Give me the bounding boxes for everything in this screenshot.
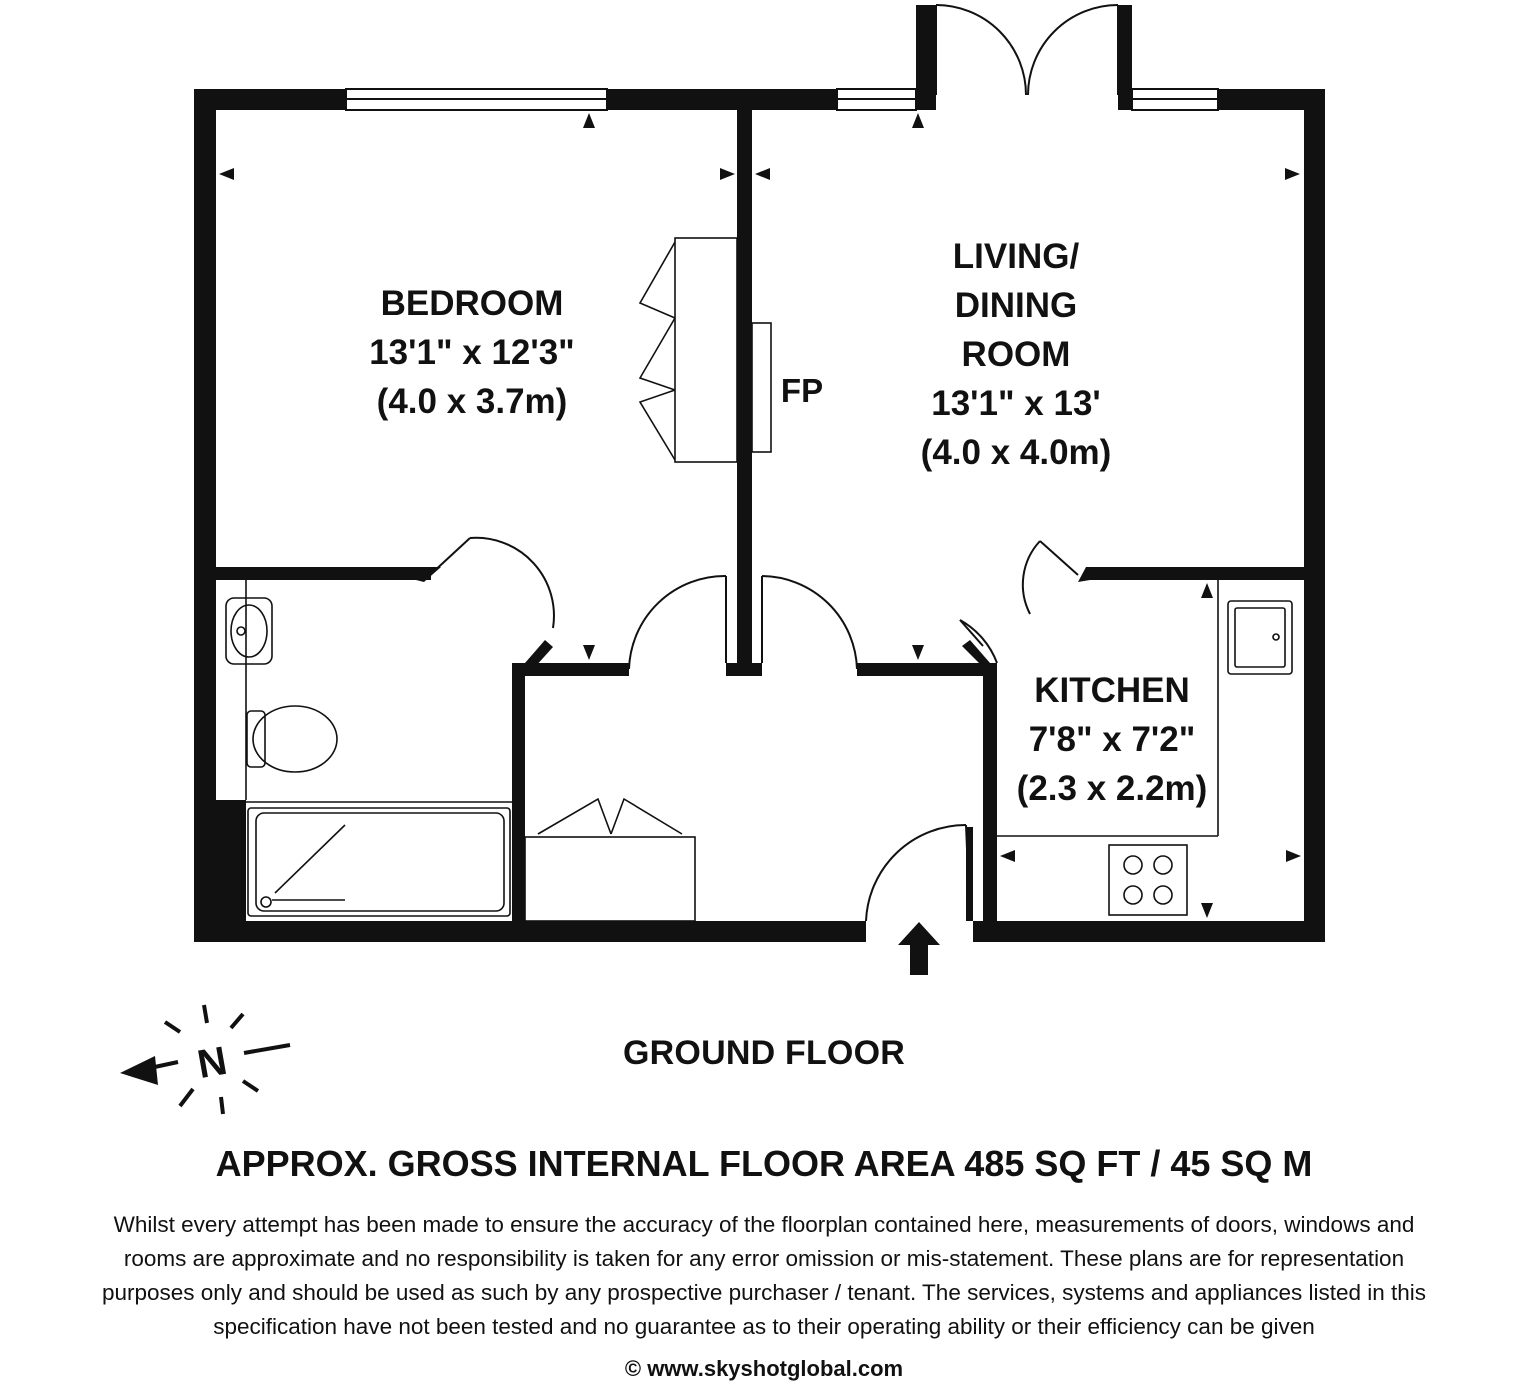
living-imperial: 13'1" x 13' (931, 384, 1101, 423)
disclaimer-line: purposes only and should be used as such by any prospective purchaser / tenant. The services, systems and appliances listed in this (101, 1280, 1427, 1305)
bedroom-name: BEDROOM (380, 284, 564, 323)
bedroom-imperial: 13'1" x 12'3" (369, 333, 575, 372)
bathroom-fixtures (226, 580, 512, 916)
fireplace-label: FP (780, 372, 824, 409)
kitchen-name: KITCHEN (1034, 671, 1190, 710)
room-living-label (921, 237, 1112, 472)
kitchen-metric: (2.3 x 2.2m) (1016, 769, 1208, 808)
living-name-line3: ROOM (961, 335, 1071, 374)
floor-area-text: APPROX. GROSS INTERNAL FLOOR AREA 485 SQ FT / 45 SQ M (215, 1143, 1313, 1184)
kitchen-imperial: 7'8" x 7'2" (1028, 720, 1196, 759)
room-bedroom-label (369, 284, 575, 421)
bedroom-metric: (4.0 x 3.7m) (376, 382, 568, 421)
hall-cupboard (525, 799, 695, 921)
room-kitchen-label (1017, 671, 1208, 808)
disclaimer-line: Whilst every attempt has been made to ensure the accuracy of the floorplan contained here, measurements of doors, windows and (113, 1212, 1415, 1237)
copyright-link[interactable]: © www.skyshotglobal.com (624, 1356, 904, 1381)
living-metric: (4.0 x 4.0m) (920, 433, 1112, 472)
disclaimer (0, 1208, 1528, 1344)
floor-label: GROUND FLOOR (623, 1034, 905, 1072)
disclaimer-line: rooms are approximate and no responsibility is taken for any error omission or mis-statement. These plans are for representation (123, 1246, 1405, 1271)
living-name-line2: DINING (954, 286, 1078, 325)
entrance-arrow-icon (898, 922, 940, 975)
disclaimer-line: specification have not been tested and no guarantee as to their operating ability or their efficiency can be given (213, 1314, 1315, 1339)
living-name-line1: LIVING/ (952, 237, 1080, 276)
compass-n-label: N (194, 1038, 231, 1088)
